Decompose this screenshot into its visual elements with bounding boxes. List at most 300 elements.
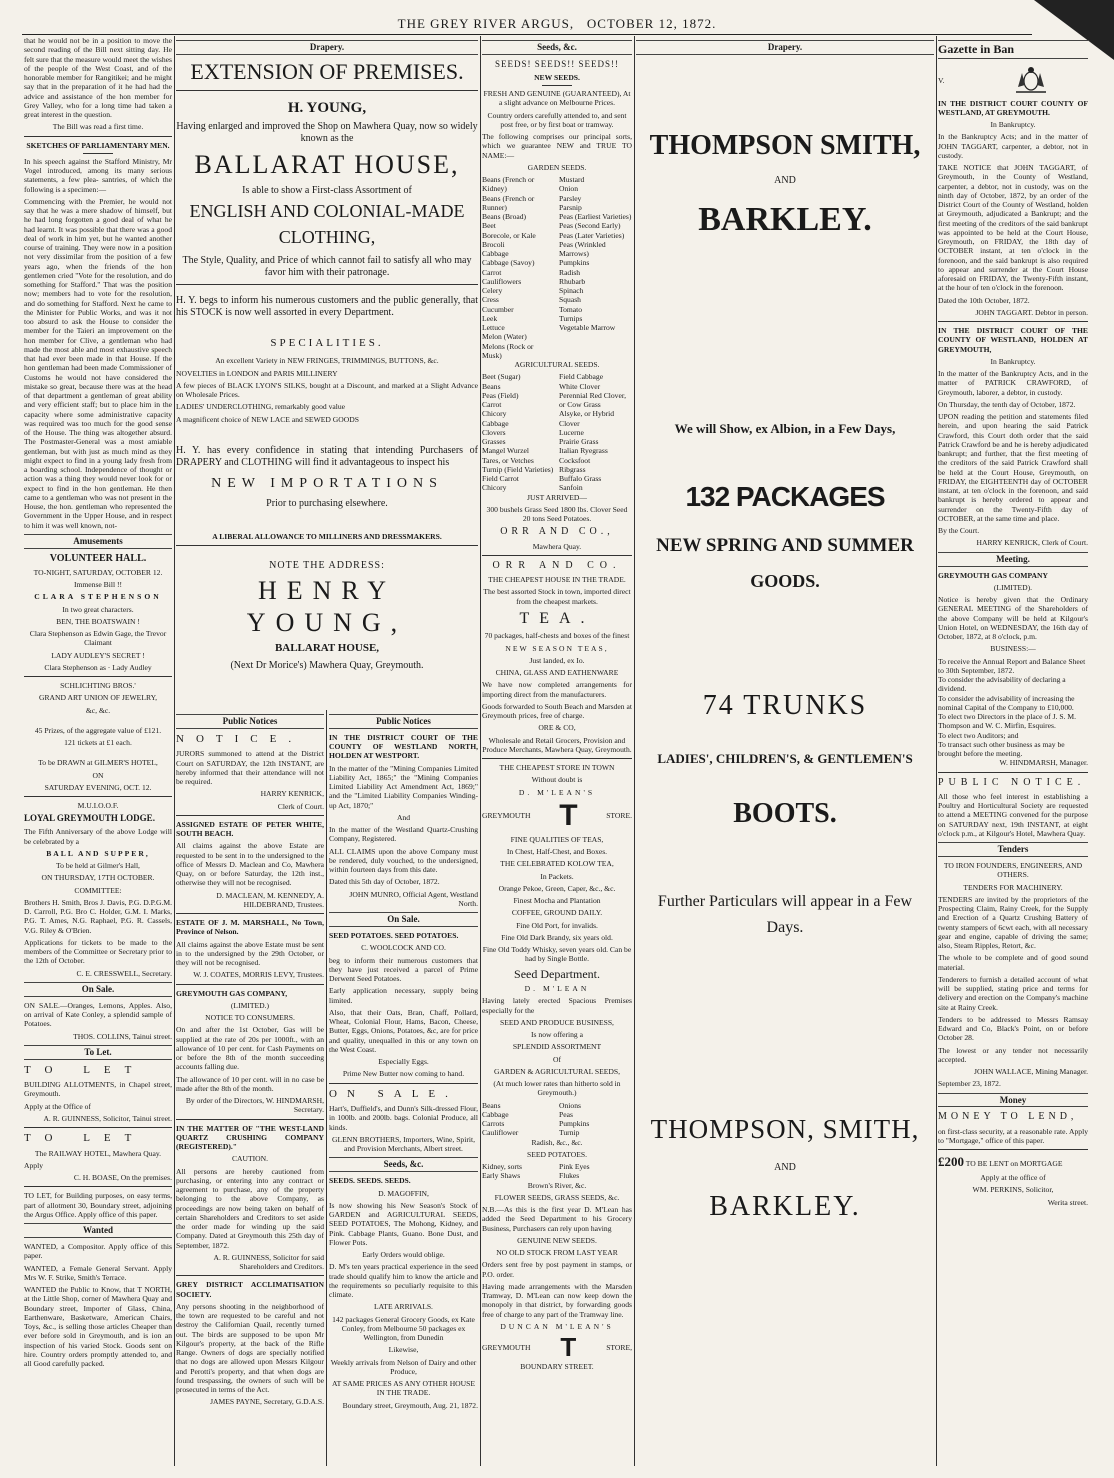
ad-line: In Chest, Half-Chest, and Boxes. (506, 847, 608, 857)
ad-line: BUSINESS:— (990, 644, 1036, 654)
divider (176, 913, 324, 914)
seed-list-left (482, 1101, 555, 1138)
ad-line: NOTICE TO CONSUMERS. (205, 1013, 295, 1023)
ad-line: SATURDAY EVENING, OCT. 12. (44, 782, 152, 792)
divider (176, 90, 478, 91)
spacer (24, 718, 172, 726)
ad-line: AND (774, 1162, 796, 1174)
ad-line: Radish, &c., &c. (531, 1137, 583, 1147)
ad-subhead: NEW IMPORTATIONS (211, 476, 443, 492)
ad-text: The Style, Quality, and Price of which cannot fail to satisfy all who may favor him with their patronage. (182, 255, 472, 279)
ad-text: D. M's ten years practical experience in the seed trade should qualify him to know the article and the requirements so peculiarly requisite to this climate. (329, 1262, 478, 1300)
column-1 (24, 36, 172, 1466)
ad-headline: BARKLEY. (709, 1191, 861, 1223)
ad-text: Dated the 10th October, 1872. (938, 295, 1030, 305)
list-item: To consider the advisability of increasing the nominal Capital of the Company to £10,000. (938, 693, 1075, 712)
spacer (176, 550, 478, 560)
ad-line: BALL AND SUPPER, (46, 848, 150, 858)
ad-line: SEED AND PRODUCE BUSINESS, (500, 1017, 614, 1027)
list-item: Peas (Later Varieties) (559, 230, 625, 240)
list-item: Cabbage (482, 418, 509, 428)
ad-headline: EXTENSION OF PREMISES. (190, 58, 464, 84)
section-meeting: Meeting. (938, 552, 1088, 567)
ad-title: ORR AND CO. (492, 559, 622, 571)
ad-signature: WM. PERKINS, Solicitor, (972, 1185, 1054, 1195)
ad-headline: BOOTS. (733, 797, 837, 829)
ad-line: Fine Old Dark Brandy, six years old. (501, 932, 613, 942)
ad-title: PUBLIC NOTICE. (938, 776, 1086, 788)
ad-text: On Thursday, the tenth day of October, 1872. (938, 399, 1076, 409)
ad-text: Tenders to be addressed to Messrs Ramsay Edward and Co, Black's Point, on or before October 28. (938, 1014, 1088, 1043)
list-item: Beans (French or Runner) (482, 193, 535, 212)
ad-title: ESTATE OF J. M. MARSHALL, No Town, Province of Nelson. (176, 918, 324, 937)
ad-text: BUILDING ALLOTMENTS, in Chapel street, Greymouth. (24, 1080, 172, 1099)
ad-text: All claims against the above Estate are requested to be sent in to the undersigned to the office of Messrs D. Maclean and Co, Mawhera Quay, on or before Saturday, the 12th inst., otherwise they will not be recognised. (176, 841, 324, 888)
ad-text: ON SALE.—Oranges, Lemons, Apples. Also, on arrival of Kate Conley, a splendid sample of Potatoes. (24, 1000, 172, 1029)
ad-text: The Fifth Anniversary of the above Lodge will be celebrated by a (24, 827, 172, 846)
ad-line: M.U.I.O.O.F. (77, 801, 119, 811)
list-item: Parsley (559, 193, 582, 203)
ad-title: SEEDS! SEEDS!! SEEDS!! (494, 58, 619, 69)
ad-text: Apply (24, 1160, 43, 1170)
list-item: To receive the Annual Report and Balance Sheet to 30th September, 1872. (938, 656, 1086, 675)
ad-signature: By order of the Directors, W. HINDMARSH, Secretary. (185, 1096, 324, 1115)
ad-text: (Next Dr Morice's) Mawhera Quay, Greymouth. (230, 659, 424, 671)
ad-line: D. M'LEAN (524, 984, 590, 994)
ad-title: Seed Department. (514, 966, 600, 981)
ad-line: 121 tickets at £1 each. (64, 738, 132, 748)
ad-subhead: SPECIALITIES. (270, 337, 384, 350)
ad-line: Werita street. (1047, 1197, 1088, 1207)
ad-signature: A. R. GUINNESS, Solicitor, Tainui street. (43, 1113, 172, 1123)
section-to-let: To Let. (24, 1045, 172, 1060)
ad-line: ON THURSDAY, 17TH OCTOBER. (41, 873, 155, 883)
ad-line: In Packets. (540, 871, 574, 881)
ad-text: The RAILWAY HOTEL, Mawhera Quay. (34, 1148, 162, 1158)
veg-list (482, 1101, 632, 1138)
ad-text: WANTED, a Female General Servant. Apply Mrs W. F. Strike, Smith's Terrace. (24, 1263, 172, 1282)
seed-list-agri (482, 372, 632, 492)
store-logo-row (482, 1332, 632, 1363)
ad-title: IN THE MATTER OF "THE WEST-LAND QUARTZ CRUSHING COMPANY (REGISTERED)." (176, 1123, 324, 1152)
list-item: Melon (Water) (482, 332, 527, 342)
ad-text: In the matter of the Westland Quartz-Crushing Company, Registered. (329, 825, 478, 844)
ad-line: In two great characters. (62, 604, 134, 614)
ad-signature: JAMES PAYNE, Secretary, G.D.A.S. (210, 1397, 324, 1407)
list-item: Peas (Earliest Varieties) (559, 212, 632, 222)
ad-text: TO LET, for Building purposes, on easy terms, part of allotment 30, Boundary street, adjoining the Argus Office. Apply office of this paper. (24, 1191, 172, 1219)
ad-line: CHINA, GLASS AND EATHENWARE (495, 668, 619, 678)
ad-headline: CLOTHING, (278, 227, 376, 248)
list-item: Onion (559, 184, 578, 194)
list-item: Onions (559, 1100, 581, 1110)
ad-text: Further Particulars will appear in a Few Days. (657, 893, 913, 936)
ad-line: Just landed, ex Io. (529, 655, 585, 665)
list-item: Lucerne (559, 427, 584, 437)
divider (176, 815, 324, 816)
ad-text: Applications for tickets to be made to the members of the Committee or Secretary prior to the 12th of October. (24, 937, 172, 966)
ad-text: All those who feel interest in establishing a Poultry and Horticultural Society are requested to attend a MEETING convened for the purpose on SATURDAY next, 19th INSTANT, at eight o'clock p.m., at Kilgour's Hotel, Mawhera Quay. (938, 791, 1088, 838)
list-item: Prairie Grass (559, 437, 599, 447)
ad-text: Also, that their Oats, Bran, Chaff, Pollard, Wheat, Colonial Flour, Hams, Bacon, Cheese, Butter, Eggs, Onions, Potatoes, &c, are for price and quality, unequalled in this or any town on the West Coast. (329, 1007, 478, 1054)
section-drapery: Drapery. (176, 40, 478, 55)
ad-text: Having enlarged and improved the Shop on Mawhera Quay, now so widely known as the (176, 121, 478, 145)
column-rule (174, 36, 175, 1466)
ad-text: Goods forwarded to South Beach and Marsden at Greymouth prices, free of charge. (482, 701, 632, 721)
list-item: Turnip (Field Varieties) (482, 464, 554, 474)
royal-arms-icon (1012, 65, 1050, 95)
ad-headline: HENRY YOUNG, (246, 576, 408, 637)
ad-line: In Bankruptcy. (990, 356, 1036, 366)
ad-headline: GOODS. (750, 570, 820, 591)
potato-list (482, 1162, 632, 1181)
ad-headline: THOMPSON, SMITH, (650, 1114, 920, 1145)
spacer (176, 514, 478, 532)
masthead-date: OCTOBER 12, 1872. (586, 16, 717, 31)
section-gazette: Gazette in Ban (938, 40, 1088, 59)
ad-title: VOLUNTEER HALL. (49, 552, 147, 564)
list-item: Rhubarb (559, 276, 586, 286)
ad-line: SEED POTATOES. (526, 1149, 587, 1159)
ad-signature: Boundary street, Greymouth, Aug. 21, 1872. (342, 1400, 478, 1410)
ad-line: V. (938, 76, 945, 85)
list-item: To elect two Auditors; and (938, 730, 1019, 740)
ad-text: 142 packages General Grocery Goods, ex Kate Conley, from Melbourne 50 packages ex Wellington, from Dunedin (332, 1314, 475, 1343)
list-item: Beet (482, 221, 496, 231)
ad-headline: THOMPSON SMITH, (649, 129, 921, 161)
ad-headline: 74 TRUNKS (702, 689, 868, 721)
ad-title: ASSIGNED ESTATE OF PETER WHITE, SOUTH BEACH. (176, 819, 324, 839)
divider (176, 545, 478, 546)
list-item: Mustard (559, 175, 585, 185)
ad-text: A few pieces of BLACK LYON'S SILKS, bought at a Discount, and marked at a Slight Advance on Wholesale Prices. (176, 380, 478, 400)
masthead (0, 16, 1114, 32)
ad-signature: D. MACLEAN, M. KENNEDY, A. HILDEBRAND, Trustees. (216, 890, 324, 909)
spacer (636, 514, 934, 534)
list-item: Spinach (559, 286, 584, 296)
column-3 (482, 36, 632, 1466)
list-item: Carrots (482, 1119, 505, 1129)
ad-text: TAKE NOTICE that JOHN TAGGART, of Greymouth, in the County of Westland, carpenter, a debtor, not in custody, was on the ninth day of October, 1872, by an order of the District Court of the County of Westland, holden at Greymouth, adjudicated a Bankrupt; and the first meeting of the creditors of the said bankrupt was appointed to be held at the Court House, Greymouth, on FRIDAY, the 18th day of OCTOBER instant, at ten o'clock in the forenoon, and the said bankrupt is also required to appear and surrender at the Court House aforesaid on FRIDAY, the Twenty-Fifth instant, at the hour of ten o'clock in the forenoon. (938, 163, 1088, 293)
ad-title: MONEY TO LEND, (938, 1111, 1078, 1123)
divider (24, 1186, 172, 1187)
ad-text: Is able to show a First-class Assortment of (242, 185, 412, 197)
ad-line: AGRICULTURAL SEEDS. (514, 360, 600, 370)
seed-list-garden (482, 175, 632, 360)
ad-line: NEW SEASON TEAS, (505, 643, 609, 653)
ad-title: LOYAL GREYMOUTH LODGE. (24, 813, 155, 824)
ad-line: &c, &c. (85, 705, 111, 715)
seed-list-left (482, 175, 555, 360)
list-item: Grasses (482, 437, 506, 447)
ad-text: H. Y. begs to inform his numerous customers and the public generally, that his STOCK is now well assorted in every Department. (176, 294, 478, 318)
ad-line: GREYMOUTH (482, 811, 531, 821)
ad-headline: 132 PACKAGES (685, 480, 885, 512)
ad-line: Mawhera Quay. (532, 541, 582, 551)
ad-text: LADIES' UNDERCLOTHING, remarkably good value (176, 402, 346, 412)
ad-line: D. MAGOFFIN, (378, 1188, 429, 1198)
article-text: In his speech against the Stafford Ministry, Mr Vogel introduced, among its many serious statements, a few plea- santries, of which the following is a specimen:— (24, 156, 172, 194)
ad-text: All claims against the above Estate must be sent in to the undersigned by the 29th October, or they will not be recognised. (176, 939, 324, 968)
ad-line: To be held at Gilmer's Hall, (56, 861, 140, 871)
ad-text: Is now showing his New Season's Stock of GARDEN and AGRICULTURAL SEEDS, SEED POTATOES, The Mohong, Kidney, and Pink. Cabbage Plants, Guano. Bone Dust, and Flower Pots. (329, 1200, 478, 1247)
list-item: Field Carrot (482, 474, 519, 484)
list-item: Early Shaws (482, 1171, 521, 1181)
list-item: Brocoli (482, 239, 505, 249)
ad-text: All persons are hereby cautioned from purchasing, or entering into any contract or agreement to purchase, any of the property belonging to the above Company, as proceedings are now being taken on behalf of certain Shareholders and Creditors to set aside the order made for winding up the said Company. Dated at Greymouth this 25th day of September, 1872. (176, 1166, 324, 1250)
ad-line: Immense Bill !! (73, 580, 123, 590)
ad-line: GREYMOUTH (482, 1342, 531, 1352)
ad-text: Country orders carefully attended to, and sent post free, or by first boat or tramway. (487, 110, 627, 129)
section-on-sale: On Sale. (329, 912, 478, 927)
spacer (636, 557, 934, 571)
list-item: Peas (Wrinkled Marrows) (559, 239, 606, 259)
ad-text: FRESH AND GENUINE (GUARANTEED), At a slight advance on Melbourne Prices. (483, 89, 631, 108)
ad-headline: ENGLISH AND COLONIAL-MADE (189, 201, 465, 222)
ad-text: NOTE THE ADDRESS: (269, 559, 385, 571)
ad-line: NEW SEEDS. (534, 72, 580, 82)
ad-text: Prior to purchasing elsewhere. (266, 498, 388, 510)
ad-text: The whole to be complete and of good sound material. (938, 953, 1088, 972)
ad-text: Apply at the Office of (24, 1101, 91, 1111)
ad-text: UPON reading the petition and statements filed herein, and upon hearing the said Patrick Crawford, this Court doth order that the said Patrick Crawford be and he is hereby adjudicated bankrupt; and further, that the first meeting of the creditors of the said Patrick Crawford shall be held at the Court House, Greymouth, on FRIDAY, the EIGHTEENTH day of OCTOBER instant, at ten o'clock in the forenoon, and said bankrupt is hereby ordered to appear and surrender on the Twenty-Fifth day of OCTOBER, at the same time and place. (938, 412, 1088, 523)
divider (482, 555, 632, 556)
ad-signature: W. J. COATES, MORRIS LEVY, Trustees. (193, 970, 324, 980)
section-public-notices: Public Notices (329, 714, 478, 729)
ad-text: Orders sent free by post payment in stamps, or P.O. order. (482, 1260, 632, 1279)
list-item: Chicory (482, 409, 507, 419)
ad-line: THE CELEBRATED KOLOW TEA, (500, 859, 614, 869)
ad-line: GRAND ART UNION OF JEWELRY, (38, 693, 158, 703)
article-continuation: that he would not be in a position to move the second reading of the Bill next sitting day. He felt sure that the measure would meet the wishes of the people of the West Coast, and of the honorable member for Rangitikei; and he might say that in the preparation of it he had had the advice and assistance of the hon member for Grey Valley, who for a long time had taken a great interest in the question. (24, 36, 172, 119)
list-item: Peas (559, 1109, 573, 1119)
ad-line: Likewise, (388, 1345, 419, 1355)
ad-line: September 23, 1872. (938, 1079, 1001, 1089)
list-item: Flukes (559, 1171, 580, 1181)
list-item: Celery (482, 286, 503, 296)
list-item: Pumpkins (559, 1119, 590, 1129)
ad-text: Brothers H. Smith, Bros J. Davis, P.G. D.P.G.M. D. Carroll, P.G. Bro C. Holder, G.M. I. Marks, P.G. T. Ames, N.G. Raphael, P.G. R. Cassels, V.G. Riley & O'Brien. (24, 897, 172, 935)
ad-line: FINE QUALITIES OF TEAS, (510, 834, 604, 844)
ad-title: TO IRON FOUNDERS, ENGINEERS, AND OTHERS. (943, 861, 1083, 880)
ad-text: Notice is hereby given that the Ordinary GENERAL MEETING of the Shareholders of the above Company will be held at Kilgour's Union Hotel, on WEDNESDAY, the 16th day of October, 1872, at 8 o'clock, p.m. (938, 595, 1088, 642)
list-item: Clovers (482, 427, 506, 437)
list-item: Ribgrass (559, 464, 586, 474)
list-item: Borecole, or Kale (482, 230, 536, 240)
t-emblem-icon: T (559, 798, 578, 832)
ad-line: COMMITTEE: (74, 885, 122, 895)
list-item: Cabbage (Savoy) (482, 258, 535, 268)
divider (24, 1127, 172, 1128)
ad-amount: £200 (938, 1154, 964, 1170)
column-2a (176, 710, 324, 1466)
ad-text: The lowest or any tender not necessarily accepted. (938, 1045, 1088, 1064)
divider (24, 676, 172, 677)
ad-line: And (396, 812, 411, 822)
ad-line: Prime New Butter now coming to hand. (342, 1069, 465, 1079)
list-item: Pumpkins (559, 258, 590, 268)
ad-text: Dated this 5th day of October, 1872. (329, 877, 440, 887)
ad-text: On and after the 1st October, Gas will be supplied at the rate of 20s per 1000ft., with an allowance of 10 per cent. for Cash Payments on or before the 8th of the month succeeding accounts falling due. (176, 1025, 324, 1072)
ad-text: WANTED, a Compositor. Apply office of this paper. (24, 1242, 172, 1261)
list-item: Cucumber (482, 304, 514, 314)
ad-line: (LIMITED.) (230, 1000, 270, 1010)
ad-title: GREYMOUTH GAS COMPANY (938, 570, 1048, 580)
divider (938, 321, 1088, 322)
ad-line: Brown's River, &c. (527, 1180, 587, 1190)
ad-text: AT SAME PRICES AS ANY OTHER HOUSE IN THE TRADE. (331, 1379, 476, 1398)
list-item: Alsyke, or Hybrid Clover (559, 409, 615, 428)
list-item: Parsnip (559, 202, 582, 212)
list-item: Cabbage (482, 1109, 509, 1119)
section-wanted: Wanted (24, 1223, 172, 1238)
list-item: Peas (Field) (482, 390, 519, 400)
list-item: Beet (Sugar) (482, 372, 521, 382)
list-item: Carrot (482, 267, 502, 277)
column-rule (480, 36, 481, 1466)
list-item: Cabbage (482, 249, 509, 259)
ad-signature: HARRY KENRICK, Clerk of Court. (976, 538, 1088, 548)
ad-line: TO-NIGHT, SATURDAY, OCTOBER 12. (33, 567, 163, 577)
seed-list-right (559, 372, 632, 492)
spacer (636, 241, 934, 421)
ad-line: ON (92, 770, 104, 780)
ad-text: JURORS summoned to attend at the District Court on SATURDAY, the 12th INSTANT, are hereby informed that their attendance will not be required. (176, 749, 324, 787)
ad-title: SEEDS. SEEDS. SEEDS. (329, 1176, 411, 1186)
list-item: Perennial Red Clover, or Cow Grass (559, 390, 626, 410)
list-item: Cress (482, 295, 499, 305)
ad-line: By the Court. (938, 526, 980, 536)
ad-line: D. M'LEAN'S (518, 787, 596, 797)
masthead-rule (22, 34, 1032, 35)
list-item: Sanfoin (559, 483, 583, 493)
ad-headline: BARKLEY. (698, 201, 872, 239)
list-item: Mangel Wurzel (482, 446, 529, 456)
ad-line: Finest Mocha and Plantation (513, 896, 601, 906)
ad-line: GARDEN & AGRICULTURAL SEEDS, (493, 1066, 620, 1076)
ad-title: ON SALE. (329, 1087, 458, 1100)
column-rule (634, 36, 635, 1466)
spacer (636, 440, 934, 480)
list-item: Peas (Second Early) (559, 221, 621, 231)
ad-title: ORR AND CO., (500, 526, 614, 538)
ad-text: In the matter of the Bankruptcy Acts, and in the matter of PATRICK CRAWFORD, of Greymouth, laborer, a debtor, in custody. (938, 369, 1088, 397)
ad-line: Without doubt is (531, 775, 583, 785)
ad-title: THE CHEAPEST STORE IN TOWN (499, 763, 615, 773)
list-item: Melons (Rock or Musk) (482, 341, 534, 360)
ad-line: Especially Eggs. (378, 1057, 429, 1067)
divider (176, 984, 324, 985)
column-4 (636, 36, 934, 1466)
ad-line: STORE. (606, 811, 632, 821)
ad-signature: JOHN TAGGART. Debtor in person. (975, 307, 1088, 317)
section-public-notices: Public Notices (176, 714, 324, 729)
ad-line: CAUTION. (231, 1154, 269, 1164)
ad-signature: A. R. GUINNESS, Solicitor for said Shareholders and Creditors. (213, 1252, 324, 1272)
list-item: Lettuce (482, 323, 505, 333)
column-rule (326, 710, 327, 1466)
list-item: Vegetable Marrow (559, 323, 616, 333)
divider (24, 796, 172, 797)
ad-text: NOVELTIES in LONDON and PARIS MILLINERY (176, 368, 338, 378)
list-item: Cauliflowers (482, 276, 522, 286)
ad-line: Apply at the office of (980, 1173, 1046, 1183)
ad-headline: BALLARAT HOUSE, (194, 150, 460, 180)
ad-title: SCHLICHTING BROS.' (60, 681, 136, 691)
ad-text: We have now completed arrangements for importing direct from the manufacturers. (482, 680, 632, 699)
ad-signature: C. H. BOASE, On the premises. (73, 1173, 172, 1183)
seed-list-left (482, 1162, 555, 1181)
seed-list-left (482, 372, 555, 492)
ad-line: DUNCAN M'LEAN'S (500, 1321, 614, 1331)
ad-line: C. WOOLCOCK AND CO. (361, 943, 446, 953)
ad-text: The following comprises our principal sorts, which we guarantee NEW and TRUE TO NAME:— (482, 132, 632, 160)
ad-signature: THOS. COLLINS, Tainui street. (73, 1031, 172, 1041)
ad-text: In the matter of the "Mining Companies Limited Liability Act, 1865;" the "Mining Companies Limited Liability Act Amendment Act, 1869;" and the "Limited Liability Companies Winding-up Act, 1870;" (329, 763, 478, 810)
ad-title: IN THE DISTRICT COURT OF THE COUNTY OF WESTLAND NORTH, HOLDEN AT WESTPORT. (329, 732, 478, 761)
masthead-title: THE GREY RIVER ARGUS, (397, 16, 575, 31)
ad-line: CLARA STEPHENSON (34, 592, 162, 602)
ad-line: Is now offering a (531, 1030, 583, 1040)
list-item: Beans (482, 381, 501, 391)
seed-list-right (559, 1101, 632, 1138)
ad-title: SEED POTATOES. SEED POTATOES. (329, 931, 459, 941)
ad-line: GARDEN SEEDS. (527, 162, 587, 172)
list-item: To transact such other business as may be brought before the meeting. (938, 739, 1065, 759)
ad-title: TO LET (24, 1132, 146, 1145)
ad-line: In Bankruptcy. (990, 120, 1036, 130)
ad-title: TO LET (24, 1063, 146, 1076)
section-on-sale: On Sale. (24, 982, 172, 997)
divider (542, 85, 572, 86)
ad-text: 70 packages, half-chests and boxes of the finest (484, 631, 630, 641)
list-item: Leek (482, 313, 498, 323)
ad-text: Weekly arrivals from Nelson of Dairy and other Produce, (330, 1357, 477, 1376)
ad-line: Orange Pekoe, Green, Caper, &c., &c. (498, 883, 616, 893)
list-item: Carrot (482, 400, 502, 410)
ad-signature: W. HINDMARSH, Manager. (999, 758, 1088, 768)
divider (329, 1083, 478, 1084)
article-title: SKETCHES OF PARLIAMENTARY MEN. (26, 140, 170, 150)
ad-text: In the Bankruptcy Acts; and in the matter of JOHN TAGGART, carpenter, a debtor, not in custody. (938, 132, 1088, 160)
ad-title: GREYMOUTH GAS COMPANY, (176, 988, 288, 998)
section-seeds: Seeds, &c. (482, 40, 632, 55)
section-drapery: Drapery. (636, 40, 934, 55)
ad-line: JUST ARRIVED— (527, 492, 587, 502)
list-item: Turnips (559, 313, 583, 323)
ad-title: GREY DISTRICT ACCLIMATISATION SOCIETY. (176, 1280, 324, 1299)
list-item: Field Cabbage (559, 372, 604, 382)
ad-line: SPLENDID ASSORTMENT (512, 1042, 602, 1052)
column-rule (936, 36, 937, 1466)
ad-line: AND (774, 175, 796, 187)
ad-line: COFFEE, GROUND DAILY. (511, 908, 603, 918)
list-item: Beans (482, 1100, 501, 1110)
ad-text: Early application necessary, supply being limited. (329, 986, 478, 1005)
ad-signature: C. E. CRESSWELL, Secretary. (76, 968, 172, 978)
section-seeds: Seeds, &c. (329, 1157, 478, 1172)
ad-text: H. Y. has every confidence in stating that intending Purchasers of DRAPERY and CLOTHING will find it advantageous to inspect his (176, 444, 478, 469)
ad-text: (At much lower rates than hitherto sold in Greymouth.) (493, 1079, 621, 1098)
seed-list-right (559, 175, 632, 360)
ad-text: TENDERS are invited by the proprietors of the Prospecting Claim, Rainy Creek, for the Supply and Erection of a Quartz Crushing Battery of twenty stampers of 6cwt each, with all necessary gear and engine, capable of driving the same; also, Steam Ripples, Retort, &c. (938, 894, 1088, 950)
list-item: Chicory (482, 483, 507, 493)
list-item: Buffalo Grass (559, 474, 602, 484)
divider (482, 758, 632, 759)
list-item: Beans (Broad) (482, 212, 527, 222)
article-text: Commencing with the Premier, he would not say that he was a mere shadow of himself, but he had long forgotten a good deal of what he had learnt. It was possible that there was a good deal of work in him yet, but he wanted another course of training. They were now in a position not very dissimilar from the position of a few years ago, when the friends of the hon gentlemen cried "Vote for the resolution, and do something for Stafford." That was the position now; members had to vote for the resolution, and do something for Stafford. Next he came to the Minister for Public Works, and was it not too absurd to ask the House to consider the member for the Taieri an improvement on the hon member for Clive, a gentleman who had made the most able and most exhaustive speech that had ever been made in that House. If the hon gentleman had been made Commissioner of Customs he would not have considered the mistake so great, because there was at the head of that department a gentleman of great ability and very efficient staff; but to place him in the capacity where some administrative capacity was required was too much for the good sense of the House. The thing was altogether absurd. The Postmaster-General was a most amiable gentleman, but with just as much mind as they might expect to find in a young lady fresh from a boarding school. Independence of thought or action was a thing they would never look for or expect to find in the hon gentleman. He then came to a gentleman who was not present in the House, the hon. gentleman who represented the Government in the Upper House, and in respect to him it was well known, not- (24, 196, 172, 530)
store-logo-row (482, 798, 632, 832)
